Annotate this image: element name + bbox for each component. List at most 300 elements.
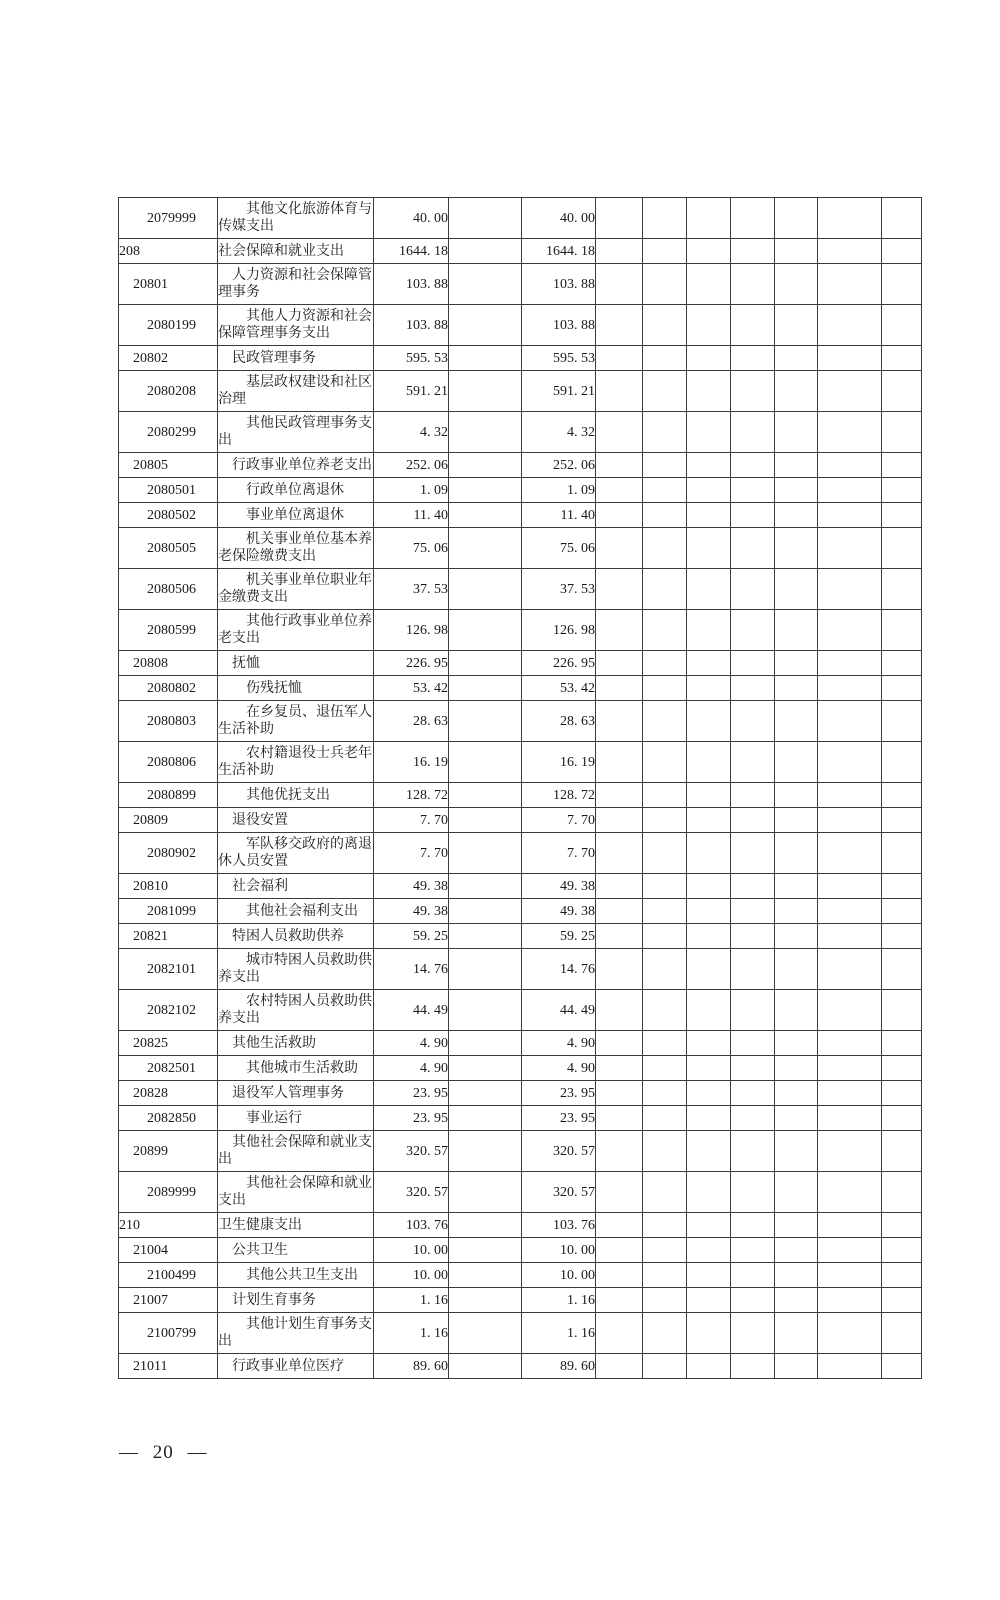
code-cell: 2080505 xyxy=(119,528,218,569)
value2-cell: 103. 76 xyxy=(522,1213,596,1238)
empty-cell xyxy=(687,1354,731,1379)
code-cell: 2080802 xyxy=(119,676,218,701)
table-row xyxy=(119,478,922,503)
table-row xyxy=(119,1263,922,1288)
name-cell: 军队移交政府的离退休人员安置 xyxy=(218,833,374,874)
empty-cell xyxy=(818,198,882,239)
table-row xyxy=(119,239,922,264)
value2-cell: 128. 72 xyxy=(522,783,596,808)
empty-cell xyxy=(882,1354,922,1379)
value1-cell: 1. 16 xyxy=(374,1288,449,1313)
empty-cell xyxy=(643,569,687,610)
empty-cell xyxy=(775,924,818,949)
empty-cell xyxy=(449,808,522,833)
code-cell: 20801 xyxy=(119,264,218,305)
empty-cell xyxy=(643,453,687,478)
value1-cell: 7. 70 xyxy=(374,833,449,874)
empty-cell xyxy=(731,305,775,346)
empty-cell xyxy=(687,833,731,874)
table-row xyxy=(119,1081,922,1106)
empty-cell xyxy=(596,949,643,990)
empty-cell xyxy=(882,239,922,264)
empty-cell xyxy=(775,1288,818,1313)
table-row xyxy=(119,569,922,610)
empty-cell xyxy=(775,874,818,899)
empty-cell xyxy=(449,412,522,453)
budget-table xyxy=(118,197,922,1379)
value2-cell: 252. 06 xyxy=(522,453,596,478)
empty-cell xyxy=(596,1313,643,1354)
empty-cell xyxy=(643,1354,687,1379)
empty-cell xyxy=(818,899,882,924)
value2-cell: 37. 53 xyxy=(522,569,596,610)
empty-cell xyxy=(882,412,922,453)
value1-cell: 23. 95 xyxy=(374,1081,449,1106)
empty-cell xyxy=(596,478,643,503)
empty-cell xyxy=(449,899,522,924)
empty-cell xyxy=(775,239,818,264)
empty-cell xyxy=(818,1354,882,1379)
empty-cell xyxy=(818,1238,882,1263)
value2-cell: 1. 16 xyxy=(522,1313,596,1354)
code-cell: 20828 xyxy=(119,1081,218,1106)
code-cell: 21004 xyxy=(119,1238,218,1263)
value1-cell: 1644. 18 xyxy=(374,239,449,264)
empty-cell xyxy=(687,701,731,742)
empty-cell xyxy=(449,1213,522,1238)
empty-cell xyxy=(775,503,818,528)
empty-cell xyxy=(687,783,731,808)
empty-cell xyxy=(775,701,818,742)
code-cell: 2080806 xyxy=(119,742,218,783)
name-cell: 行政单位离退休 xyxy=(218,478,374,503)
empty-cell xyxy=(449,371,522,412)
empty-cell xyxy=(731,899,775,924)
value1-cell: 89. 60 xyxy=(374,1354,449,1379)
name-cell: 特困人员救助供养 xyxy=(218,924,374,949)
empty-cell xyxy=(882,874,922,899)
empty-cell xyxy=(731,1081,775,1106)
table-row xyxy=(119,990,922,1031)
empty-cell xyxy=(449,610,522,651)
empty-cell xyxy=(596,1056,643,1081)
empty-cell xyxy=(687,264,731,305)
empty-cell xyxy=(449,651,522,676)
value2-cell: 4. 90 xyxy=(522,1056,596,1081)
empty-cell xyxy=(596,808,643,833)
value1-cell: 320. 57 xyxy=(374,1172,449,1213)
code-cell: 20810 xyxy=(119,874,218,899)
empty-cell xyxy=(596,412,643,453)
empty-cell xyxy=(449,949,522,990)
table-row xyxy=(119,949,922,990)
empty-cell xyxy=(882,1213,922,1238)
value1-cell: 53. 42 xyxy=(374,676,449,701)
empty-cell xyxy=(643,990,687,1031)
code-cell: 2082102 xyxy=(119,990,218,1031)
empty-cell xyxy=(687,478,731,503)
table-row xyxy=(119,742,922,783)
empty-cell xyxy=(775,1172,818,1213)
value1-cell: 4. 90 xyxy=(374,1031,449,1056)
empty-cell xyxy=(882,1131,922,1172)
empty-cell xyxy=(818,412,882,453)
empty-cell xyxy=(643,899,687,924)
value2-cell: 320. 57 xyxy=(522,1172,596,1213)
empty-cell xyxy=(449,1031,522,1056)
empty-cell xyxy=(687,569,731,610)
empty-cell xyxy=(882,346,922,371)
value1-cell: 49. 38 xyxy=(374,874,449,899)
empty-cell xyxy=(775,1056,818,1081)
empty-cell xyxy=(449,528,522,569)
value1-cell: 103. 88 xyxy=(374,305,449,346)
empty-cell xyxy=(643,1288,687,1313)
table-row xyxy=(119,1213,922,1238)
empty-cell xyxy=(818,1213,882,1238)
empty-cell xyxy=(882,503,922,528)
empty-cell xyxy=(731,1288,775,1313)
name-cell: 机关事业单位职业年金缴费支出 xyxy=(218,569,374,610)
name-cell: 事业单位离退休 xyxy=(218,503,374,528)
empty-cell xyxy=(731,808,775,833)
empty-cell xyxy=(775,1238,818,1263)
value2-cell: 14. 76 xyxy=(522,949,596,990)
table-row xyxy=(119,371,922,412)
empty-cell xyxy=(882,305,922,346)
empty-cell xyxy=(731,874,775,899)
empty-cell xyxy=(449,701,522,742)
empty-cell xyxy=(775,676,818,701)
empty-cell xyxy=(731,676,775,701)
table-row xyxy=(119,305,922,346)
empty-cell xyxy=(596,1238,643,1263)
empty-cell xyxy=(818,701,882,742)
empty-cell xyxy=(449,990,522,1031)
value1-cell: 11. 40 xyxy=(374,503,449,528)
table-row xyxy=(119,833,922,874)
empty-cell xyxy=(775,1131,818,1172)
value2-cell: 23. 95 xyxy=(522,1106,596,1131)
code-cell: 21007 xyxy=(119,1288,218,1313)
empty-cell xyxy=(731,1106,775,1131)
empty-cell xyxy=(818,453,882,478)
empty-cell xyxy=(818,528,882,569)
value2-cell: 226. 95 xyxy=(522,651,596,676)
value1-cell: 128. 72 xyxy=(374,783,449,808)
name-cell: 基层政权建设和社区治理 xyxy=(218,371,374,412)
empty-cell xyxy=(596,990,643,1031)
name-cell: 其他文化旅游体育与传媒支出 xyxy=(218,198,374,239)
empty-cell xyxy=(775,198,818,239)
empty-cell xyxy=(687,305,731,346)
empty-cell xyxy=(818,651,882,676)
empty-cell xyxy=(596,453,643,478)
empty-cell xyxy=(643,874,687,899)
empty-cell xyxy=(596,1172,643,1213)
empty-cell xyxy=(596,346,643,371)
name-cell: 在乡复员、退伍军人生活补助 xyxy=(218,701,374,742)
value1-cell: 49. 38 xyxy=(374,899,449,924)
empty-cell xyxy=(882,569,922,610)
empty-cell xyxy=(818,874,882,899)
name-cell: 退役军人管理事务 xyxy=(218,1081,374,1106)
empty-cell xyxy=(775,1313,818,1354)
value1-cell: 37. 53 xyxy=(374,569,449,610)
empty-cell xyxy=(596,701,643,742)
empty-cell xyxy=(643,239,687,264)
empty-cell xyxy=(449,503,522,528)
value1-cell: 103. 88 xyxy=(374,264,449,305)
name-cell: 其他计划生育事务支出 xyxy=(218,1313,374,1354)
table-row xyxy=(119,1131,922,1172)
empty-cell xyxy=(818,808,882,833)
value1-cell: 4. 90 xyxy=(374,1056,449,1081)
table-row xyxy=(119,346,922,371)
empty-cell xyxy=(818,503,882,528)
empty-cell xyxy=(775,569,818,610)
empty-cell xyxy=(449,1313,522,1354)
empty-cell xyxy=(596,833,643,874)
empty-cell xyxy=(818,924,882,949)
empty-cell xyxy=(731,346,775,371)
empty-cell xyxy=(596,1263,643,1288)
value2-cell: 49. 38 xyxy=(522,899,596,924)
code-cell: 2080501 xyxy=(119,478,218,503)
empty-cell xyxy=(687,676,731,701)
value2-cell: 28. 63 xyxy=(522,701,596,742)
value2-cell: 23. 95 xyxy=(522,1081,596,1106)
empty-cell xyxy=(731,651,775,676)
name-cell: 机关事业单位基本养老保险缴费支出 xyxy=(218,528,374,569)
empty-cell xyxy=(882,1238,922,1263)
empty-cell xyxy=(775,783,818,808)
budget-table-body xyxy=(119,198,922,1379)
empty-cell xyxy=(687,503,731,528)
name-cell: 其他社会保障和就业支出 xyxy=(218,1131,374,1172)
name-cell: 退役安置 xyxy=(218,808,374,833)
empty-cell xyxy=(596,610,643,651)
name-cell: 农村籍退役士兵老年生活补助 xyxy=(218,742,374,783)
empty-cell xyxy=(882,1056,922,1081)
name-cell: 其他社会保障和就业支出 xyxy=(218,1172,374,1213)
code-cell: 2080902 xyxy=(119,833,218,874)
empty-cell xyxy=(731,990,775,1031)
empty-cell xyxy=(818,1056,882,1081)
empty-cell xyxy=(687,371,731,412)
empty-cell xyxy=(643,503,687,528)
empty-cell xyxy=(687,651,731,676)
empty-cell xyxy=(775,412,818,453)
code-cell: 2080899 xyxy=(119,783,218,808)
value1-cell: 10. 00 xyxy=(374,1263,449,1288)
value1-cell: 595. 53 xyxy=(374,346,449,371)
code-cell: 2080299 xyxy=(119,412,218,453)
value1-cell: 16. 19 xyxy=(374,742,449,783)
empty-cell xyxy=(449,1131,522,1172)
value2-cell: 16. 19 xyxy=(522,742,596,783)
empty-cell xyxy=(643,1056,687,1081)
value2-cell: 7. 70 xyxy=(522,808,596,833)
value2-cell: 7. 70 xyxy=(522,833,596,874)
empty-cell xyxy=(818,742,882,783)
value2-cell: 10. 00 xyxy=(522,1263,596,1288)
empty-cell xyxy=(596,651,643,676)
empty-cell xyxy=(818,1263,882,1288)
empty-cell xyxy=(882,701,922,742)
code-cell: 2080506 xyxy=(119,569,218,610)
empty-cell xyxy=(731,478,775,503)
table-row xyxy=(119,1031,922,1056)
code-cell: 2082850 xyxy=(119,1106,218,1131)
empty-cell xyxy=(687,346,731,371)
value2-cell: 126. 98 xyxy=(522,610,596,651)
empty-cell xyxy=(775,1263,818,1288)
empty-cell xyxy=(775,990,818,1031)
empty-cell xyxy=(596,1106,643,1131)
table-row xyxy=(119,808,922,833)
empty-cell xyxy=(449,478,522,503)
empty-cell xyxy=(449,874,522,899)
empty-cell xyxy=(596,1354,643,1379)
empty-cell xyxy=(449,742,522,783)
code-cell: 20802 xyxy=(119,346,218,371)
value1-cell: 7. 70 xyxy=(374,808,449,833)
empty-cell xyxy=(643,742,687,783)
empty-cell xyxy=(687,742,731,783)
table-row xyxy=(119,1238,922,1263)
table-row xyxy=(119,1288,922,1313)
empty-cell xyxy=(687,808,731,833)
empty-cell xyxy=(449,264,522,305)
empty-cell xyxy=(775,346,818,371)
empty-cell xyxy=(882,478,922,503)
empty-cell xyxy=(775,949,818,990)
code-cell: 208 xyxy=(119,239,218,264)
empty-cell xyxy=(596,528,643,569)
empty-cell xyxy=(882,1263,922,1288)
value1-cell: 1. 16 xyxy=(374,1313,449,1354)
value1-cell: 28. 63 xyxy=(374,701,449,742)
value2-cell: 53. 42 xyxy=(522,676,596,701)
empty-cell xyxy=(731,412,775,453)
empty-cell xyxy=(882,783,922,808)
empty-cell xyxy=(818,833,882,874)
table-row xyxy=(119,503,922,528)
empty-cell xyxy=(643,528,687,569)
value2-cell: 4. 32 xyxy=(522,412,596,453)
empty-cell xyxy=(882,651,922,676)
empty-cell xyxy=(687,528,731,569)
empty-cell xyxy=(643,1031,687,1056)
name-cell: 城市特困人员救助供养支出 xyxy=(218,949,374,990)
empty-cell xyxy=(818,305,882,346)
empty-cell xyxy=(731,783,775,808)
empty-cell xyxy=(818,949,882,990)
table-row xyxy=(119,651,922,676)
empty-cell xyxy=(731,949,775,990)
name-cell: 卫生健康支出 xyxy=(218,1213,374,1238)
empty-cell xyxy=(775,453,818,478)
empty-cell xyxy=(775,264,818,305)
empty-cell xyxy=(731,503,775,528)
empty-cell xyxy=(596,264,643,305)
name-cell: 其他社会福利支出 xyxy=(218,899,374,924)
value1-cell: 10. 00 xyxy=(374,1238,449,1263)
value1-cell: 103. 76 xyxy=(374,1213,449,1238)
empty-cell xyxy=(818,1106,882,1131)
table-row xyxy=(119,528,922,569)
code-cell: 20825 xyxy=(119,1031,218,1056)
empty-cell xyxy=(596,1288,643,1313)
empty-cell xyxy=(818,1288,882,1313)
empty-cell xyxy=(687,1313,731,1354)
empty-cell xyxy=(596,1031,643,1056)
empty-cell xyxy=(687,1238,731,1263)
table-row xyxy=(119,899,922,924)
empty-cell xyxy=(643,1263,687,1288)
value2-cell: 595. 53 xyxy=(522,346,596,371)
empty-cell xyxy=(818,569,882,610)
value2-cell: 320. 57 xyxy=(522,1131,596,1172)
empty-cell xyxy=(596,742,643,783)
code-cell: 2080803 xyxy=(119,701,218,742)
empty-cell xyxy=(775,808,818,833)
empty-cell xyxy=(882,1081,922,1106)
empty-cell xyxy=(643,371,687,412)
empty-cell xyxy=(882,1313,922,1354)
empty-cell xyxy=(775,742,818,783)
empty-cell xyxy=(596,569,643,610)
value2-cell: 10. 00 xyxy=(522,1238,596,1263)
empty-cell xyxy=(882,1031,922,1056)
empty-cell xyxy=(818,1031,882,1056)
empty-cell xyxy=(687,239,731,264)
empty-cell xyxy=(882,949,922,990)
empty-cell xyxy=(596,1131,643,1172)
empty-cell xyxy=(687,924,731,949)
table-row xyxy=(119,1313,922,1354)
empty-cell xyxy=(687,1106,731,1131)
empty-cell xyxy=(643,478,687,503)
empty-cell xyxy=(687,453,731,478)
empty-cell xyxy=(596,503,643,528)
empty-cell xyxy=(643,1313,687,1354)
table-row xyxy=(119,412,922,453)
name-cell: 其他民政管理事务支出 xyxy=(218,412,374,453)
empty-cell xyxy=(449,453,522,478)
table-row xyxy=(119,676,922,701)
value2-cell: 103. 88 xyxy=(522,305,596,346)
empty-cell xyxy=(449,1172,522,1213)
empty-cell xyxy=(731,1238,775,1263)
value1-cell: 320. 57 xyxy=(374,1131,449,1172)
name-cell: 其他优抚支出 xyxy=(218,783,374,808)
table-row xyxy=(119,874,922,899)
code-cell: 2080502 xyxy=(119,503,218,528)
empty-cell xyxy=(818,676,882,701)
value2-cell: 103. 88 xyxy=(522,264,596,305)
value2-cell: 591. 21 xyxy=(522,371,596,412)
empty-cell xyxy=(731,1031,775,1056)
empty-cell xyxy=(449,924,522,949)
name-cell: 其他生活救助 xyxy=(218,1031,374,1056)
empty-cell xyxy=(775,1031,818,1056)
empty-cell xyxy=(643,1172,687,1213)
empty-cell xyxy=(687,1263,731,1288)
value2-cell: 59. 25 xyxy=(522,924,596,949)
table-row xyxy=(119,701,922,742)
